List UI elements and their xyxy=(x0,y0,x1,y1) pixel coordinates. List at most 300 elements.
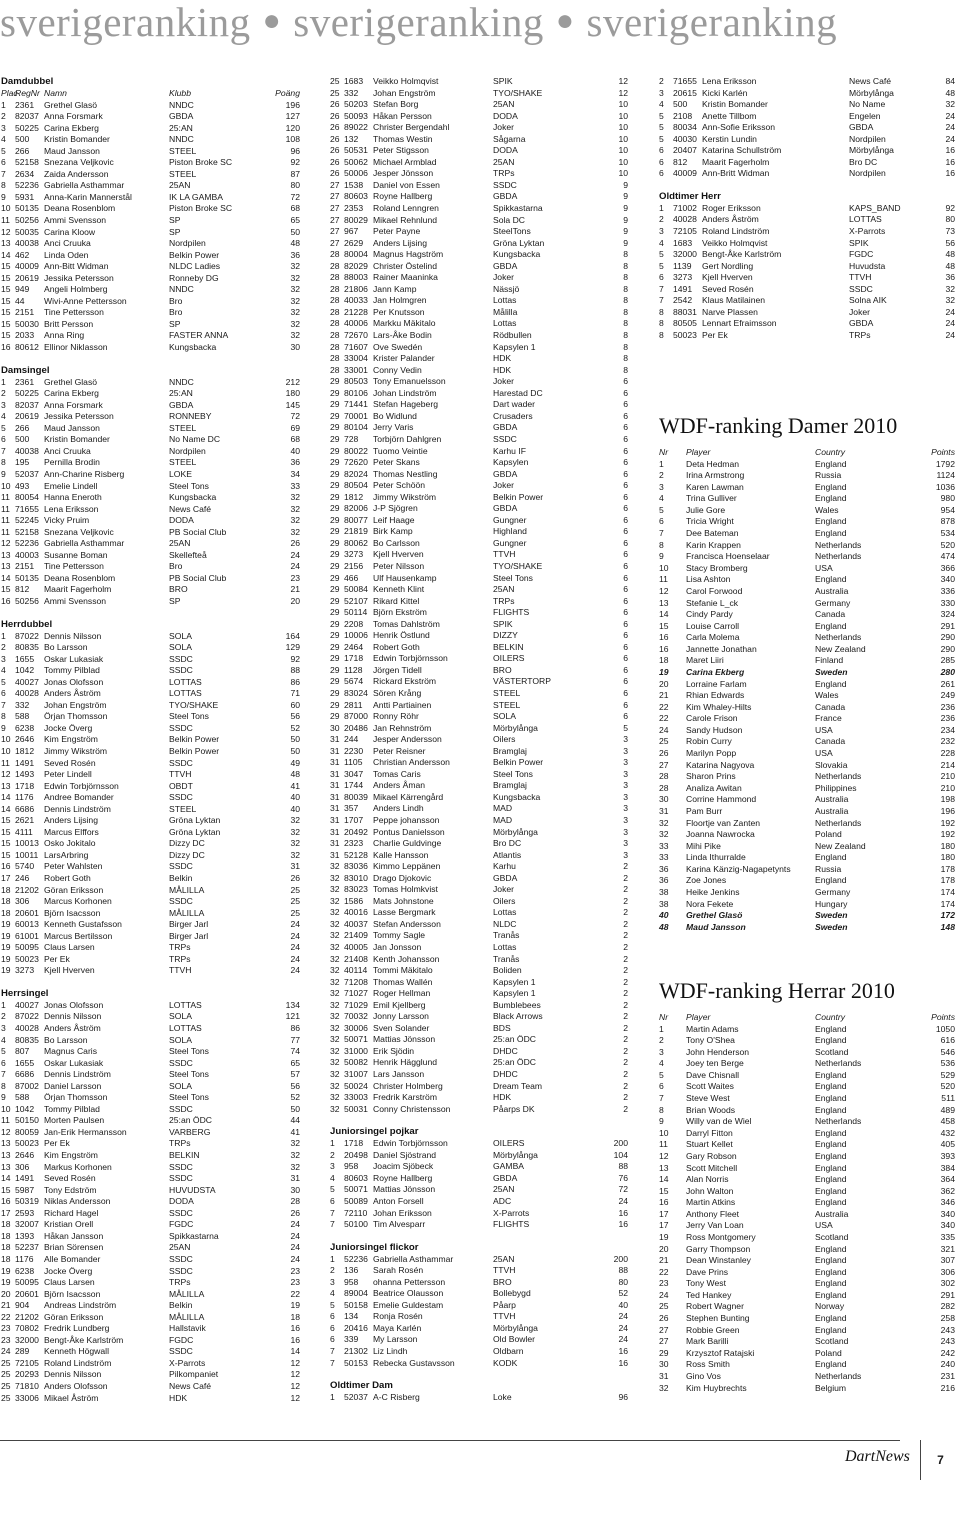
table-row xyxy=(330,792,628,804)
regnr-cell: 40038 xyxy=(15,445,39,456)
club-cell: Bro DC xyxy=(493,838,522,849)
rank-cell: 2 xyxy=(1,111,6,122)
regnr-cell: 80104 xyxy=(344,422,368,433)
club-cell: Påarps DK xyxy=(493,1103,535,1114)
table-row xyxy=(330,815,628,827)
regnr-cell: 20293 xyxy=(15,1369,39,1380)
table-row xyxy=(659,1209,955,1221)
rank-cell: 6 xyxy=(330,1334,335,1345)
club-cell: MAD xyxy=(493,803,513,814)
rank-cell: 5 xyxy=(330,1299,335,1310)
table-row xyxy=(330,515,628,527)
regnr-cell: 21202 xyxy=(15,1311,39,1322)
rank-cell: 26 xyxy=(659,1313,669,1324)
name-cell: Christer Östelind xyxy=(373,260,437,271)
table-row xyxy=(330,873,628,885)
section-title: Juniorsingel flickor xyxy=(330,1241,419,1253)
regnr-cell: 21202 xyxy=(15,884,39,895)
club-cell: LOTTAS xyxy=(169,1023,202,1034)
club-cell: Oldbarn xyxy=(493,1345,524,1356)
table-row xyxy=(1,1219,300,1231)
points-cell: 6 xyxy=(623,595,628,606)
club-cell: DODA xyxy=(493,145,518,156)
club-cell: GBDA xyxy=(493,468,518,479)
rank-cell: 12 xyxy=(1,538,11,549)
club-cell: Karhu xyxy=(493,861,516,872)
country-cell: Canada xyxy=(815,701,846,712)
name-cell: Dennis Nilsson xyxy=(44,1369,102,1380)
rank-cell: 1 xyxy=(659,458,664,469)
rank-cell: 21 xyxy=(659,690,669,701)
regnr-cell: 2361 xyxy=(15,99,35,110)
points-cell: 24 xyxy=(290,561,300,572)
regnr-cell: 50031 xyxy=(344,1103,368,1114)
table-row xyxy=(1,238,300,250)
club-cell: SSDC xyxy=(169,1161,193,1172)
table-row xyxy=(1,1046,300,1058)
points-cell: 32 xyxy=(290,284,300,295)
points-cell: 2 xyxy=(623,1103,628,1114)
club-cell: MÅLILLA xyxy=(169,1288,205,1299)
club-cell: Steel Tons xyxy=(493,768,533,779)
points-cell: 302 xyxy=(940,1278,955,1289)
club-cell: 25AN xyxy=(169,1242,191,1253)
table-row xyxy=(330,561,628,573)
rank-cell: 29 xyxy=(330,549,340,560)
country-cell: Germany xyxy=(815,597,851,608)
rank-cell: 18 xyxy=(1,1219,11,1230)
rank-cell: 36 xyxy=(659,875,669,886)
name-cell: Örjan Thomsson xyxy=(44,1092,108,1103)
regnr-cell: 88031 xyxy=(673,306,697,317)
rank-cell: 6 xyxy=(659,516,664,527)
table-row xyxy=(659,725,955,737)
table-row xyxy=(659,574,955,586)
table-row xyxy=(330,1161,628,1173)
country-cell: Scotland xyxy=(815,1336,849,1347)
points-cell: 236 xyxy=(940,701,955,712)
table-row xyxy=(330,365,628,377)
table-row xyxy=(330,215,628,227)
table-row xyxy=(1,146,300,158)
header-country: Country xyxy=(815,1012,846,1022)
country-cell: England xyxy=(815,1127,847,1138)
regnr-cell: 21302 xyxy=(344,1345,368,1356)
name-cell: Katarina Schullström xyxy=(702,145,782,156)
name-cell: Henrik Östlund xyxy=(373,630,430,641)
club-cell: Nordpilen xyxy=(849,168,886,179)
name-cell: Kenneth Högwall xyxy=(44,1346,109,1357)
rank-cell: 15 xyxy=(659,620,669,631)
rank-cell: 7 xyxy=(659,528,664,539)
club-cell: NNDC xyxy=(169,284,194,295)
rank-cell: 7 xyxy=(330,1207,335,1218)
points-cell: 48 xyxy=(290,238,300,249)
name-cell: Anders Åström xyxy=(702,214,759,225)
points-cell: 23 xyxy=(290,572,300,583)
rank-cell: 1 xyxy=(1,630,6,641)
name-cell: Bo Larsson xyxy=(44,1034,88,1045)
points-cell: 57 xyxy=(290,1069,300,1080)
player-cell: Karen Lawman xyxy=(686,481,744,492)
rank-cell: 11 xyxy=(659,574,668,585)
club-cell: BRO xyxy=(169,584,188,595)
regnr-cell: 52107 xyxy=(344,595,368,606)
regnr-cell: 50093 xyxy=(344,110,368,121)
points-cell: 10 xyxy=(618,122,628,133)
club-cell: SSDC xyxy=(169,757,193,768)
rank-cell: 23 xyxy=(1,1334,11,1345)
name-cell: Dennis Lindström xyxy=(44,1069,111,1080)
rank-cell: 2 xyxy=(1,642,6,653)
player-cell: Gary Robson xyxy=(686,1150,737,1161)
points-cell: 26 xyxy=(290,538,300,549)
club-cell: Birger Jarl xyxy=(169,930,209,941)
regnr-cell: 306 xyxy=(15,1161,30,1172)
table-row xyxy=(1,481,300,493)
club-cell: Huvudsta xyxy=(849,260,886,271)
regnr-cell: 357 xyxy=(344,803,359,814)
club-cell: STEEL xyxy=(169,457,197,468)
player-cell: Carol Forwood xyxy=(686,585,743,596)
points-cell: 25 xyxy=(290,884,300,895)
rank-cell: 6 xyxy=(330,1322,335,1333)
points-cell: 19 xyxy=(290,1300,300,1311)
club-cell: 25:an ÖDC xyxy=(493,1057,536,1068)
regnr-cell: 2033 xyxy=(15,330,35,341)
points-cell: 6 xyxy=(623,664,628,675)
club-cell: SOLA xyxy=(169,1034,192,1045)
rank-cell: 8 xyxy=(1,1080,6,1091)
table-row xyxy=(330,711,628,723)
rank-cell: 7 xyxy=(659,283,664,294)
club-cell: Joker xyxy=(493,272,515,283)
table-row xyxy=(659,852,955,864)
player-cell: Joey ten Berge xyxy=(686,1058,744,1069)
rank-cell: 15 xyxy=(1,838,11,849)
name-cell: Roland Lindström xyxy=(44,1357,112,1368)
regnr-cell: 20498 xyxy=(344,1149,368,1160)
regnr-cell: 1176 xyxy=(15,792,34,803)
club-cell: STEEL xyxy=(169,145,197,156)
points-cell: 32 xyxy=(290,330,300,341)
player-cell: Robert Wagner xyxy=(686,1301,744,1312)
table-row xyxy=(330,1034,628,1046)
club-cell: DHDC xyxy=(493,1045,518,1056)
table-row xyxy=(1,931,300,943)
points-cell: 6 xyxy=(623,676,628,687)
points-cell: 214 xyxy=(940,759,955,770)
points-cell: 120 xyxy=(285,122,300,133)
name-cell: Tine Pettersson xyxy=(44,307,104,318)
points-cell: 24 xyxy=(945,329,955,340)
table-row xyxy=(659,818,955,830)
points-cell: 290 xyxy=(940,632,955,643)
rank-cell: 19 xyxy=(1,965,11,976)
section-title: Damsingel xyxy=(1,364,50,376)
table-row xyxy=(659,748,955,760)
points-cell: 980 xyxy=(940,493,955,504)
country-cell: England xyxy=(815,574,847,585)
name-cell: Jimmy Wikström xyxy=(44,745,108,756)
regnr-cell: 136 xyxy=(344,1265,359,1276)
points-cell: 3 xyxy=(623,768,628,779)
points-cell: 2 xyxy=(623,976,628,987)
rank-cell: 9 xyxy=(659,551,664,562)
regnr-cell: 1538 xyxy=(344,179,364,190)
club-cell: Kungsbacka xyxy=(169,342,217,353)
name-cell: Carina Ekberg xyxy=(44,388,99,399)
rank-cell: 26 xyxy=(330,156,340,167)
rank-cell: 31 xyxy=(330,826,340,837)
club-cell: Kapsylen 1 xyxy=(493,976,536,987)
regnr-cell: 80062 xyxy=(344,537,368,548)
points-cell: 48 xyxy=(945,249,955,260)
rank-cell: 26 xyxy=(330,168,340,179)
table-row xyxy=(1,203,300,215)
rank-cell: 27 xyxy=(330,203,340,214)
regnr-cell: 50006 xyxy=(344,168,368,179)
table-row xyxy=(659,295,955,307)
name-cell: Gabriella Asthammar xyxy=(44,180,125,191)
club-cell: Tranås xyxy=(493,930,520,941)
name-cell: Håkan Jansson xyxy=(44,1230,104,1241)
regnr-cell: 2151 xyxy=(15,561,35,572)
rank-cell: 32 xyxy=(330,953,340,964)
points-cell: 134 xyxy=(285,999,300,1010)
points-cell: 280 xyxy=(940,666,955,677)
rank-cell: 7 xyxy=(659,1093,664,1104)
rank-cell: 26 xyxy=(330,145,340,156)
club-cell: PB Social Club xyxy=(169,572,227,583)
name-cell: Deana Rosenblom xyxy=(44,203,116,214)
country-cell: England xyxy=(815,620,847,631)
table-row xyxy=(1,273,300,285)
table-row xyxy=(330,295,628,307)
regnr-cell: 2629 xyxy=(344,237,364,248)
rank-cell: 16 xyxy=(659,643,669,654)
points-cell: 6 xyxy=(623,445,628,456)
country-cell: USA xyxy=(815,724,833,735)
rank-cell: 28 xyxy=(330,341,340,352)
points-cell: 2 xyxy=(623,861,628,872)
table-row xyxy=(330,942,628,954)
regnr-cell: 1393 xyxy=(15,1230,35,1241)
regnr-cell: 21806 xyxy=(344,283,368,294)
table-row xyxy=(1,1242,300,1254)
regnr-cell: 50095 xyxy=(15,942,39,953)
name-cell: Claus Larsen xyxy=(44,942,95,953)
table-row xyxy=(1,192,300,204)
points-cell: 6 xyxy=(623,526,628,537)
player-cell: Robbie Green xyxy=(686,1324,740,1335)
name-cell: Andreas Lindström xyxy=(44,1300,117,1311)
player-cell: Kim Huybrechts xyxy=(686,1382,747,1393)
table-row xyxy=(330,1288,628,1300)
points-cell: 24 xyxy=(290,1219,300,1230)
rank-cell: 8 xyxy=(1,457,6,468)
club-cell: DIZZY xyxy=(493,630,518,641)
club-cell: GBDA xyxy=(493,191,518,202)
name-cell: Johan Eriksson xyxy=(373,1207,432,1218)
rank-cell: 3 xyxy=(1,1023,6,1034)
rank-cell: 6 xyxy=(330,1195,335,1206)
table-row xyxy=(659,1058,955,1070)
rank-cell: 6 xyxy=(659,1081,664,1092)
regnr-cell: 71441 xyxy=(344,399,368,410)
regnr-cell: 87000 xyxy=(344,711,368,722)
regnr-cell: 50135 xyxy=(15,572,39,583)
points-cell: 384 xyxy=(940,1162,955,1173)
table-row xyxy=(1,180,300,192)
country-cell: New Zealand xyxy=(815,840,866,851)
table-row xyxy=(659,145,955,157)
club-cell: Joker xyxy=(493,480,515,491)
points-cell: 88 xyxy=(290,665,300,676)
club-cell: Dream Team xyxy=(493,1080,543,1091)
country-cell: England xyxy=(815,481,847,492)
country-cell: Poland xyxy=(815,829,842,840)
table-row xyxy=(330,965,628,977)
rank-cell: 8 xyxy=(659,539,664,550)
table-row xyxy=(1,1185,300,1197)
points-cell: 69 xyxy=(290,422,300,433)
points-cell: 77 xyxy=(290,1034,300,1045)
club-cell: STEEL xyxy=(493,699,521,710)
table-row xyxy=(1,723,300,735)
regnr-cell: 50256 xyxy=(15,595,39,606)
points-cell: 24 xyxy=(945,122,955,133)
table-row xyxy=(659,1325,955,1337)
rank-cell: 16 xyxy=(1,342,11,353)
club-cell: Steel Tons xyxy=(169,480,209,491)
regnr-cell: 32000 xyxy=(15,1334,39,1345)
name-cell: Susanne Boman xyxy=(44,549,108,560)
points-cell: 196 xyxy=(285,99,300,110)
points-cell: 34 xyxy=(290,468,300,479)
club-cell: HDK xyxy=(493,1092,512,1103)
table-row xyxy=(1,700,300,712)
points-cell: 2 xyxy=(623,965,628,976)
club-cell: TTVH xyxy=(493,1311,516,1322)
country-cell: Australia xyxy=(815,585,849,596)
ranking-section xyxy=(330,1380,628,1404)
table-row xyxy=(659,226,955,238)
regnr-cell: 80004 xyxy=(344,249,368,260)
rank-cell: 9 xyxy=(1,1092,6,1103)
table-row xyxy=(659,540,955,552)
club-cell: VARBERG xyxy=(169,1126,211,1137)
rank-cell: 7 xyxy=(1,168,6,179)
club-cell: 25AN xyxy=(493,1253,515,1264)
rank-cell: 31 xyxy=(330,849,340,860)
regnr-cell: 1683 xyxy=(344,76,364,86)
table-row xyxy=(1,711,300,723)
name-cell: Royne Hallberg xyxy=(373,1172,433,1183)
name-cell: Göran Eriksson xyxy=(44,884,104,895)
points-cell: 16 xyxy=(618,1357,628,1368)
club-cell: HUVUDSTA xyxy=(169,1184,216,1195)
rank-cell: 19 xyxy=(1,1265,11,1276)
club-cell: Gröna Lyktan xyxy=(169,815,221,826)
points-cell: 84 xyxy=(945,76,955,86)
points-cell: 36 xyxy=(945,272,955,283)
regnr-cell: 33006 xyxy=(15,1392,39,1403)
points-cell: 24 xyxy=(945,133,955,144)
rank-cell: 6 xyxy=(659,145,664,156)
rank-cell: 28 xyxy=(330,364,340,375)
country-cell: England xyxy=(815,1359,847,1370)
club-cell: Skellefteå xyxy=(169,549,207,560)
header-poang: Poäng xyxy=(275,88,300,98)
rank-cell: 19 xyxy=(659,666,669,677)
wdf-women-table xyxy=(659,413,955,933)
rank-cell: 1 xyxy=(659,202,664,213)
country-cell: England xyxy=(815,1150,847,1161)
name-cell: Oskar Lukasiak xyxy=(44,1057,104,1068)
table-row xyxy=(1,515,300,527)
name-cell: Mats Johnstone xyxy=(373,895,434,906)
regnr-cell: 50089 xyxy=(344,1195,368,1206)
rank-cell: 5 xyxy=(659,133,664,144)
regnr-cell: 20416 xyxy=(344,1322,368,1333)
table-row xyxy=(330,838,628,850)
table-row xyxy=(330,630,628,642)
club-cell: GBDA xyxy=(493,1172,518,1183)
section-title: Herrdubbel xyxy=(1,618,53,630)
club-cell: Old Bowler xyxy=(493,1334,536,1345)
regnr-cell: 1493 xyxy=(15,769,35,780)
table-row xyxy=(659,318,955,330)
player-cell: Carla Molema xyxy=(686,632,740,643)
rank-cell: 28 xyxy=(330,330,340,341)
rank-cell: 7 xyxy=(1,445,6,456)
table-row xyxy=(659,470,955,482)
club-cell: SSDC xyxy=(169,722,193,733)
club-cell: News Café xyxy=(169,503,212,514)
rank-cell: 29 xyxy=(330,572,340,583)
rank-cell: 27 xyxy=(330,179,340,190)
points-cell: 24 xyxy=(945,318,955,329)
rank-cell: 5 xyxy=(1,422,6,433)
table-row xyxy=(1,1277,300,1289)
club-cell: FLIGHTS xyxy=(493,607,530,618)
table-row xyxy=(659,1128,955,1140)
header-points: Points xyxy=(931,447,955,457)
player-cell: Deta Hedman xyxy=(686,458,740,469)
regnr-cell: 50114 xyxy=(344,607,368,618)
regnr-cell: 88003 xyxy=(344,272,368,283)
club-cell: NNDC xyxy=(169,99,194,110)
rank-cell: 15 xyxy=(1,272,11,283)
club-cell: Gungner xyxy=(493,514,527,525)
rank-cell: 18 xyxy=(1,884,11,895)
name-cell: Britt Persson xyxy=(44,318,94,329)
regnr-cell: 40005 xyxy=(344,942,368,953)
country-cell: England xyxy=(815,1023,847,1034)
header-regnr: RegNr xyxy=(15,88,40,98)
table-row xyxy=(659,702,955,714)
name-cell: Beatrice Olausson xyxy=(373,1288,444,1299)
club-cell: BDS xyxy=(493,1022,511,1033)
points-cell: 12 xyxy=(618,76,628,86)
regnr-cell: 1176 xyxy=(15,1253,34,1264)
country-cell: USA xyxy=(815,562,833,573)
table-row xyxy=(330,238,628,250)
name-cell: Carina Kloow xyxy=(44,226,96,237)
regnr-cell: 2621 xyxy=(15,815,35,826)
table-row xyxy=(659,922,955,934)
